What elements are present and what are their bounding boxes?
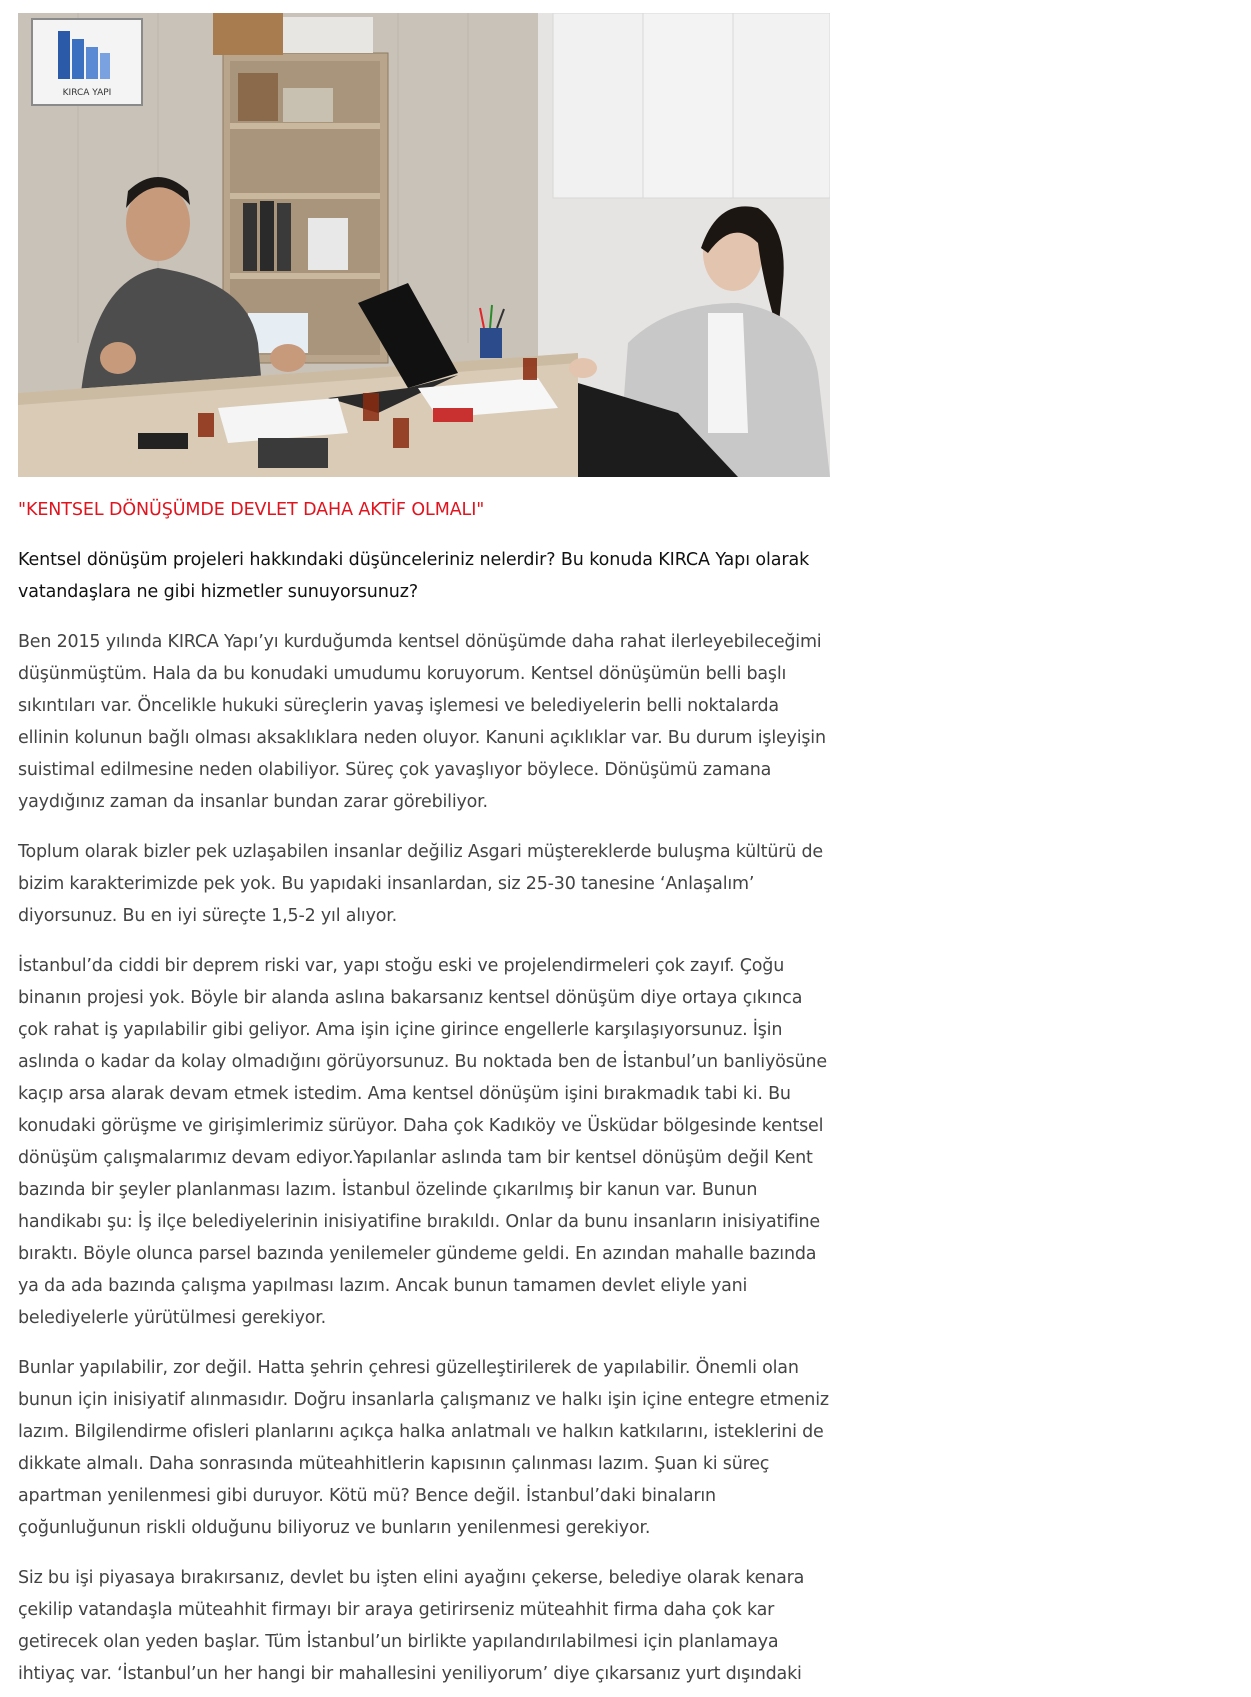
article-paragraph-1: Ben 2015 yılında KIRCA Yapı’yı kurduğumda kentsel dönüşümde daha rahat ilerleyebileceğimi düşünmüştüm. Hala da bu konudaki umudumu koruyorum. Kentsel dönüşümün belli başlı sıkıntıları var. Öncelikle hukuki süreçlerin yavaş işlemesi ve belediyelerin belli noktalarda ellinin kolunun bağlı olması aksaklıklara neden oluyor. Kanuni açıklıklar var. Bu durum işleyişin suistimal edilmesine neden olabiliyor. Süreç çok yavaşlıyor böylece. Dönüşümü zamana yaydığınız zaman da insanlar bundan zarar görebiliyor.	[18, 632, 826, 812]
article-headline: "KENTSEL DÖNÜŞÜMDE DEVLET DAHA AKTİF OLMALI"	[18, 500, 485, 520]
office-interview-photo-icon	[18, 13, 830, 477]
article-paragraph-2: Toplum olarak bizler pek uzlaşabilen insanlar değiliz Asgari müştereklerde buluşma kültürü de bizim karakterimizde pek yok. Bu yapıdaki insanlardan, siz 25-30 tanesine ‘Anlaşalım’ diyorsunuz. Bu en iyi süreçte 1,5-2 yıl alıyor.	[18, 842, 823, 926]
article-paragraph-3: İstanbul’da ciddi bir deprem riski var, yapı stoğu eski ve projelendirmeleri çok zayıf. Çoğu binanın projesi yok. Böyle bir alanda aslına bakarsanız kentsel dönüşüm diye ortaya çıkınca çok rahat iş yapılabilir gibi geliyor. Ama işin içine girince engellerle karşılaşıyorsunuz. İşin aslında o kadar da kolay olmadığını görüyorsunuz. Bu noktada ben de İstanbul’un banliyösüne kaçıp arsa alarak devam etmek istedim. Ama kentsel dönüşüm işini bırakmadık tabi ki. Bu konudaki görüşme ve girişimlerimiz sürüyor. Daha çok Kadıköy ve Üsküdar bölgesinde kentsel dönüşüm çalışmalarımız devam ediyor.Yapılanlar aslında tam bir kentsel dönüşüm değil Kent bazında bir şeyler planlanması lazım. İstanbul özelinde çıkarılmış bir kanun var. Bunun handikabı şu: İş ilçe belediyelerinin inisiyatifine bırakıldı. Onlar da bunu insanların inisiyatifine bıraktı. Böyle olunca parsel bazında yenilemeler gündeme geldi. En azından mahalle bazında ya da ada bazında çalışma yapılması lazım. Ancak bunun tamamen devlet eliyle yani belediyelerle yürütülmesi gerekiyor.	[18, 956, 827, 1328]
article-paragraph-4: Bunlar yapılabilir, zor değil. Hatta şehrin çehresi güzelleştirilerek de yapılabilir. Önemli olan bunun için inisiyatif alınmasıdır. Doğru insanlarla çalışmanız ve halkı işin içine entegre etmeniz lazım. Bilgilendirme ofisleri planlarını açıkça halka anlatmalı ve halkın katkılarını, isteklerini de dikkate almalı. Daha sonrasında müteahhitlerin kapısının çalınması lazım. Şuan ki süreç apartman yenilenmesi gibi duruyor. Kötü mü? Bence değil. İstanbul’daki binaların çoğunluğunun riskli olduğunu biliyoruz ve bunların yenilenmesi gerekiyor.	[18, 1358, 829, 1538]
interview-question: Kentsel dönüşüm projeleri hakkındaki düşünceleriniz nelerdir? Bu konuda KIRCA Yapı olarak vatandaşlara ne gibi hizmetler sunuyorsunuz?	[18, 550, 810, 602]
svg-text:KIRCA YAPI: KIRCA YAPI	[62, 88, 112, 98]
article-paragraph-5: Siz bu işi piyasaya bırakırsanız, devlet bu işten elini ayağını çekerse, belediye olarak kenara çekilip vatandaşla müteahhit firmayı bir araya getirirseniz müteahhit firma daha çok kar getirecek olan yeden başlar. Tüm İstanbul’un birlikte yapılandırılabilmesi için planlamaya ihtiyaç var. ‘İstanbul’un her hangi bir mahallesini yeniliyorum’ diye çıkarsanız yurt dışındaki	[18, 1568, 805, 1684]
article-photo	[18, 13, 830, 477]
article	[18, 13, 830, 1690]
